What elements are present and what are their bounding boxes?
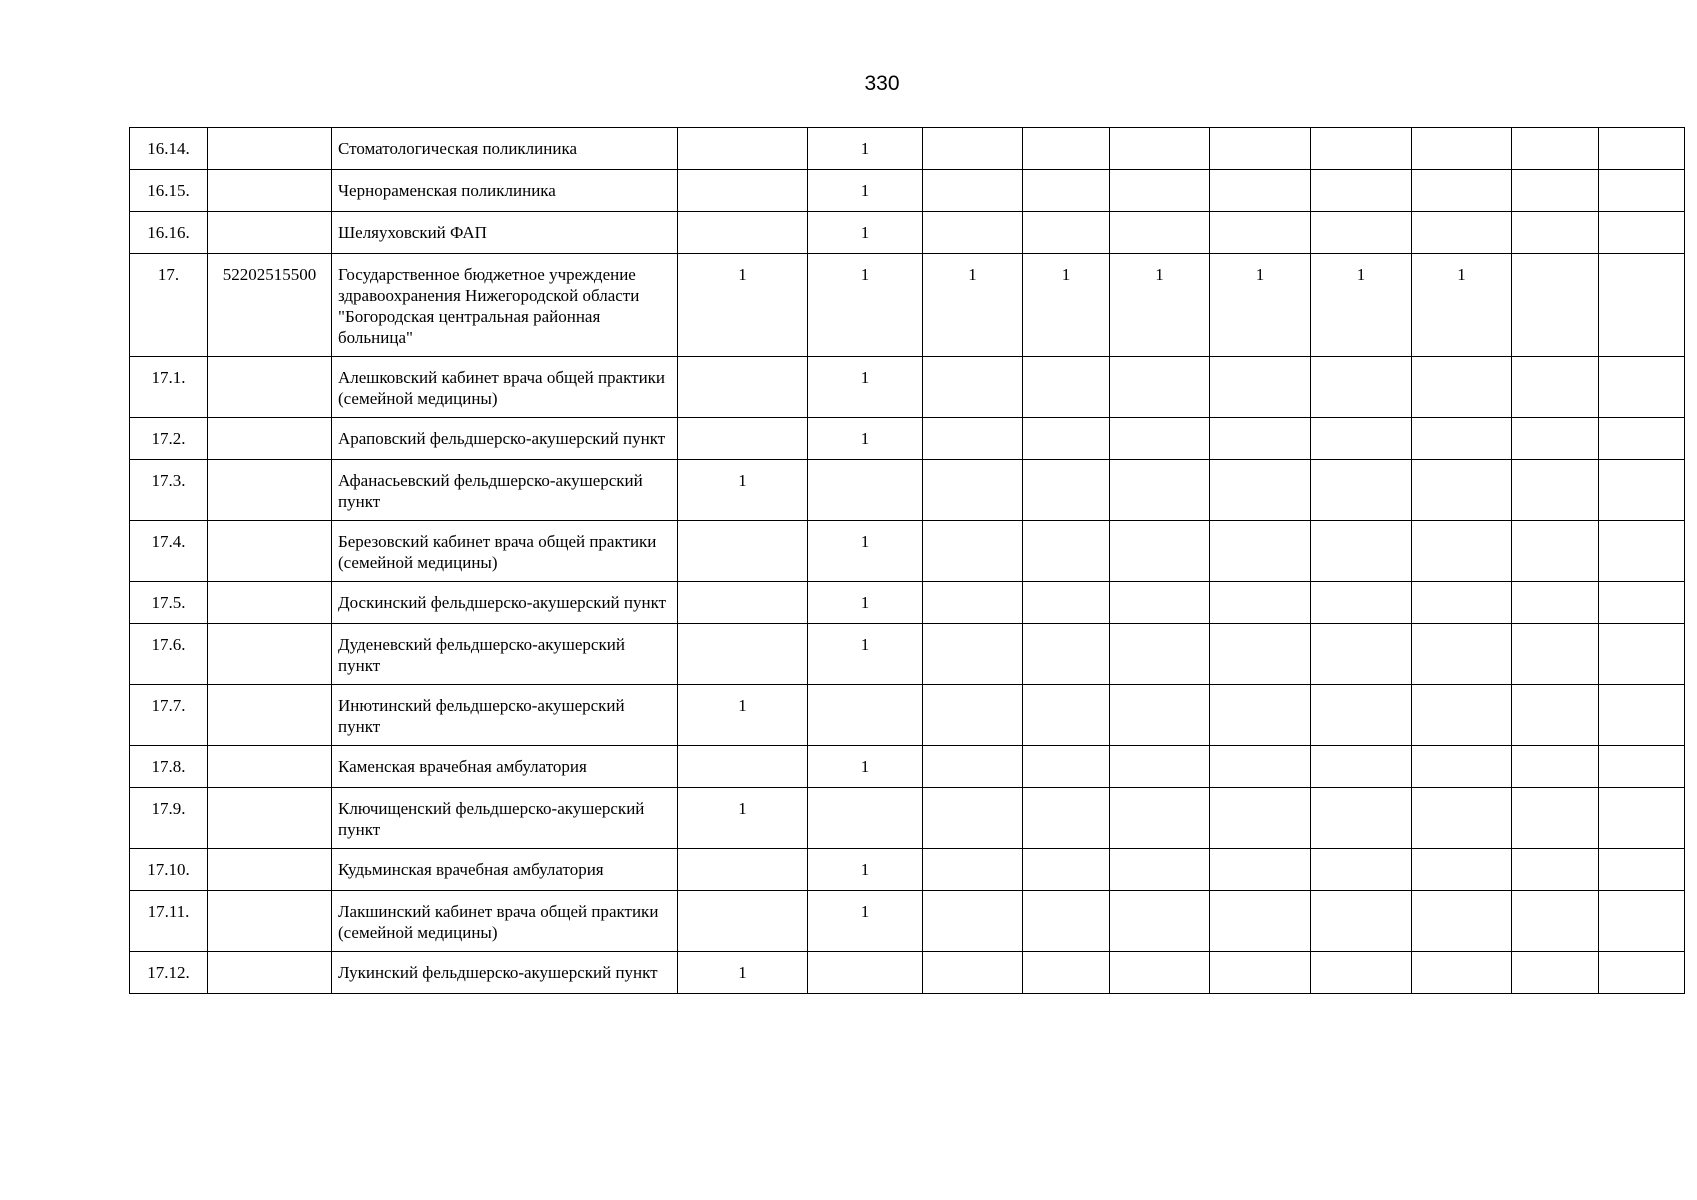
value-cell: 1 xyxy=(678,952,808,994)
value-cell xyxy=(1110,170,1210,212)
facility-name: Афанасьевский фельдшерско-акушерский пункт xyxy=(332,460,678,521)
institution-code xyxy=(208,624,332,685)
value-cell xyxy=(1023,418,1110,460)
facility-name: Каменская врачебная амбулатория xyxy=(332,746,678,788)
value-cell xyxy=(678,521,808,582)
value-cell: 1 xyxy=(808,418,923,460)
facility-name: Государственное бюджетное учреждение здравоохранения Нижегородской области "Богородская центральная районная больница" xyxy=(332,254,678,357)
value-cell: 1 xyxy=(678,254,808,357)
value-cell xyxy=(923,624,1023,685)
value-cell: 1 xyxy=(678,685,808,746)
value-cell xyxy=(1210,170,1311,212)
value-cell xyxy=(1110,212,1210,254)
table-row xyxy=(130,418,1685,460)
institution-code xyxy=(208,849,332,891)
facility-name: Шеляуховский ФАП xyxy=(332,212,678,254)
value-cell xyxy=(1599,212,1685,254)
value-cell xyxy=(1412,128,1512,170)
value-cell xyxy=(1311,582,1412,624)
value-cell xyxy=(1599,952,1685,994)
value-cell xyxy=(1110,685,1210,746)
value-cell xyxy=(1023,952,1110,994)
value-cell xyxy=(1311,849,1412,891)
value-cell xyxy=(923,849,1023,891)
value-cell xyxy=(1210,685,1311,746)
value-cell xyxy=(1412,521,1512,582)
value-cell xyxy=(1110,788,1210,849)
row-number: 17.3. xyxy=(130,460,208,521)
value-cell: 1 xyxy=(923,254,1023,357)
value-cell xyxy=(1311,418,1412,460)
row-number: 17.8. xyxy=(130,746,208,788)
row-number: 17.7. xyxy=(130,685,208,746)
value-cell xyxy=(1110,357,1210,418)
value-cell xyxy=(1311,212,1412,254)
value-cell xyxy=(923,128,1023,170)
value-cell xyxy=(1023,891,1110,952)
value-cell xyxy=(1023,521,1110,582)
value-cell xyxy=(678,746,808,788)
value-cell xyxy=(1023,582,1110,624)
value-cell: 1 xyxy=(808,849,923,891)
value-cell xyxy=(1210,788,1311,849)
value-cell xyxy=(1023,849,1110,891)
table-row xyxy=(130,849,1685,891)
value-cell xyxy=(1599,891,1685,952)
row-number: 17.4. xyxy=(130,521,208,582)
value-cell xyxy=(678,212,808,254)
value-cell xyxy=(1110,891,1210,952)
value-cell xyxy=(1599,254,1685,357)
value-cell xyxy=(1512,254,1599,357)
value-cell xyxy=(1599,357,1685,418)
value-cell xyxy=(923,891,1023,952)
institution-code xyxy=(208,460,332,521)
value-cell: 1 xyxy=(1110,254,1210,357)
value-cell xyxy=(1110,128,1210,170)
facility-name: Березовский кабинет врача общей практики (семейной медицины) xyxy=(332,521,678,582)
value-cell xyxy=(923,212,1023,254)
value-cell xyxy=(1311,746,1412,788)
value-cell xyxy=(1110,582,1210,624)
value-cell xyxy=(678,582,808,624)
row-number: 17.12. xyxy=(130,952,208,994)
facility-name: Инютинский фельдшерско-акушерский пункт xyxy=(332,685,678,746)
value-cell: 1 xyxy=(808,254,923,357)
table-row xyxy=(130,582,1685,624)
value-cell xyxy=(1512,685,1599,746)
table-row xyxy=(130,685,1685,746)
table-row xyxy=(130,357,1685,418)
value-cell xyxy=(1599,624,1685,685)
value-cell xyxy=(1599,521,1685,582)
value-cell xyxy=(1512,891,1599,952)
row-number: 17.5. xyxy=(130,582,208,624)
value-cell xyxy=(1311,170,1412,212)
value-cell xyxy=(1512,788,1599,849)
table-row xyxy=(130,170,1685,212)
value-cell xyxy=(1512,746,1599,788)
table-row xyxy=(130,212,1685,254)
value-cell xyxy=(1412,170,1512,212)
value-cell xyxy=(923,521,1023,582)
value-cell: 1 xyxy=(808,357,923,418)
table-row xyxy=(130,460,1685,521)
value-cell xyxy=(1023,170,1110,212)
value-cell xyxy=(1311,357,1412,418)
row-number: 17.6. xyxy=(130,624,208,685)
institution-code xyxy=(208,891,332,952)
value-cell xyxy=(1412,685,1512,746)
facility-name: Араповский фельдшерско-акушерский пункт xyxy=(332,418,678,460)
table-row xyxy=(130,891,1685,952)
value-cell: 1 xyxy=(808,170,923,212)
value-cell xyxy=(1023,357,1110,418)
value-cell xyxy=(1599,170,1685,212)
value-cell xyxy=(1210,212,1311,254)
table-row xyxy=(130,788,1685,849)
row-number: 16.15. xyxy=(130,170,208,212)
value-cell xyxy=(1110,418,1210,460)
value-cell xyxy=(808,685,923,746)
value-cell xyxy=(1210,521,1311,582)
value-cell: 1 xyxy=(808,582,923,624)
value-cell xyxy=(1210,849,1311,891)
value-cell xyxy=(923,170,1023,212)
row-number: 16.16. xyxy=(130,212,208,254)
institution-code xyxy=(208,788,332,849)
value-cell xyxy=(678,170,808,212)
value-cell xyxy=(1412,460,1512,521)
value-cell xyxy=(923,788,1023,849)
value-cell: 1 xyxy=(1311,254,1412,357)
value-cell xyxy=(1412,582,1512,624)
row-number: 17.2. xyxy=(130,418,208,460)
facility-name: Чернораменская поликлиника xyxy=(332,170,678,212)
institution-code xyxy=(208,212,332,254)
value-cell xyxy=(1210,624,1311,685)
row-number: 17.1. xyxy=(130,357,208,418)
value-cell xyxy=(678,418,808,460)
value-cell xyxy=(678,357,808,418)
row-number: 17.11. xyxy=(130,891,208,952)
value-cell xyxy=(1311,624,1412,685)
value-cell xyxy=(808,952,923,994)
value-cell xyxy=(1023,460,1110,521)
institution-code xyxy=(208,582,332,624)
facility-name: Лакшинский кабинет врача общей практики (семейной медицины) xyxy=(332,891,678,952)
value-cell xyxy=(1311,128,1412,170)
value-cell: 1 xyxy=(678,788,808,849)
value-cell xyxy=(1512,849,1599,891)
value-cell xyxy=(678,128,808,170)
facility-name: Доскинский фельдшерско-акушерский пункт xyxy=(332,582,678,624)
row-number: 17.10. xyxy=(130,849,208,891)
value-cell xyxy=(1412,891,1512,952)
value-cell xyxy=(1023,685,1110,746)
institution-code xyxy=(208,521,332,582)
value-cell xyxy=(1311,788,1412,849)
value-cell: 1 xyxy=(808,624,923,685)
facilities-table xyxy=(129,127,1685,994)
value-cell xyxy=(1512,170,1599,212)
institution-code xyxy=(208,952,332,994)
value-cell xyxy=(1023,128,1110,170)
institution-code xyxy=(208,357,332,418)
value-cell xyxy=(1110,460,1210,521)
value-cell xyxy=(1412,788,1512,849)
value-cell xyxy=(1110,624,1210,685)
value-cell: 1 xyxy=(1412,254,1512,357)
value-cell xyxy=(1311,952,1412,994)
value-cell xyxy=(1512,521,1599,582)
value-cell xyxy=(1412,746,1512,788)
value-cell xyxy=(1412,212,1512,254)
value-cell xyxy=(1311,460,1412,521)
table-row xyxy=(130,746,1685,788)
value-cell xyxy=(1512,582,1599,624)
value-cell xyxy=(923,357,1023,418)
table-row xyxy=(130,128,1685,170)
value-cell xyxy=(1210,128,1311,170)
value-cell: 1 xyxy=(808,128,923,170)
value-cell xyxy=(1023,624,1110,685)
value-cell xyxy=(1210,746,1311,788)
institution-code xyxy=(208,128,332,170)
value-cell xyxy=(1023,788,1110,849)
value-cell xyxy=(1210,582,1311,624)
value-cell: 1 xyxy=(808,891,923,952)
value-cell xyxy=(1023,746,1110,788)
value-cell xyxy=(1599,788,1685,849)
value-cell: 1 xyxy=(678,460,808,521)
value-cell xyxy=(1512,212,1599,254)
value-cell xyxy=(923,418,1023,460)
value-cell xyxy=(1412,849,1512,891)
page-number: 330 xyxy=(864,72,900,95)
value-cell xyxy=(1412,952,1512,994)
value-cell xyxy=(923,685,1023,746)
value-cell xyxy=(1512,128,1599,170)
value-cell xyxy=(1599,128,1685,170)
value-cell: 1 xyxy=(808,521,923,582)
institution-code xyxy=(208,746,332,788)
row-number: 17.9. xyxy=(130,788,208,849)
value-cell xyxy=(1512,624,1599,685)
value-cell: 1 xyxy=(1210,254,1311,357)
value-cell xyxy=(678,624,808,685)
institution-code xyxy=(208,170,332,212)
value-cell xyxy=(1110,849,1210,891)
value-cell xyxy=(1412,357,1512,418)
value-cell xyxy=(1311,891,1412,952)
value-cell xyxy=(808,788,923,849)
value-cell xyxy=(1311,685,1412,746)
table-row xyxy=(130,254,1685,357)
value-cell xyxy=(923,582,1023,624)
table-row xyxy=(130,624,1685,685)
value-cell xyxy=(1599,746,1685,788)
value-cell xyxy=(678,891,808,952)
facility-name: Ключищенский фельдшерско-акушерский пункт xyxy=(332,788,678,849)
row-number: 16.14. xyxy=(130,128,208,170)
table-row xyxy=(130,521,1685,582)
value-cell: 1 xyxy=(1023,254,1110,357)
value-cell xyxy=(1210,891,1311,952)
value-cell xyxy=(923,460,1023,521)
value-cell: 1 xyxy=(808,212,923,254)
value-cell xyxy=(1210,460,1311,521)
facility-name: Алешковский кабинет врача общей практики (семейной медицины) xyxy=(332,357,678,418)
value-cell xyxy=(1412,418,1512,460)
value-cell xyxy=(1110,521,1210,582)
value-cell xyxy=(678,849,808,891)
institution-code xyxy=(208,685,332,746)
value-cell xyxy=(1512,952,1599,994)
value-cell xyxy=(1210,418,1311,460)
value-cell xyxy=(1512,460,1599,521)
value-cell xyxy=(923,952,1023,994)
facility-name: Кудьминская врачебная амбулатория xyxy=(332,849,678,891)
facility-name: Стоматологическая поликлиника xyxy=(332,128,678,170)
value-cell xyxy=(1210,357,1311,418)
value-cell xyxy=(1599,849,1685,891)
value-cell xyxy=(1023,212,1110,254)
value-cell xyxy=(1311,521,1412,582)
value-cell xyxy=(1599,418,1685,460)
value-cell xyxy=(808,460,923,521)
value-cell xyxy=(923,746,1023,788)
value-cell xyxy=(1210,952,1311,994)
institution-code xyxy=(208,418,332,460)
value-cell xyxy=(1512,418,1599,460)
value-cell xyxy=(1412,624,1512,685)
table-row xyxy=(130,952,1685,994)
value-cell: 1 xyxy=(808,746,923,788)
value-cell xyxy=(1599,685,1685,746)
value-cell xyxy=(1110,952,1210,994)
row-number: 17. xyxy=(130,254,208,357)
table-body xyxy=(130,128,1685,994)
institution-code: 52202515500 xyxy=(208,254,332,357)
value-cell xyxy=(1599,582,1685,624)
facility-name: Лукинский фельдшерско-акушерский пункт xyxy=(332,952,678,994)
value-cell xyxy=(1599,460,1685,521)
facility-name: Дуденевский фельдшерско-акушерский пункт xyxy=(332,624,678,685)
value-cell xyxy=(1512,357,1599,418)
value-cell xyxy=(1110,746,1210,788)
